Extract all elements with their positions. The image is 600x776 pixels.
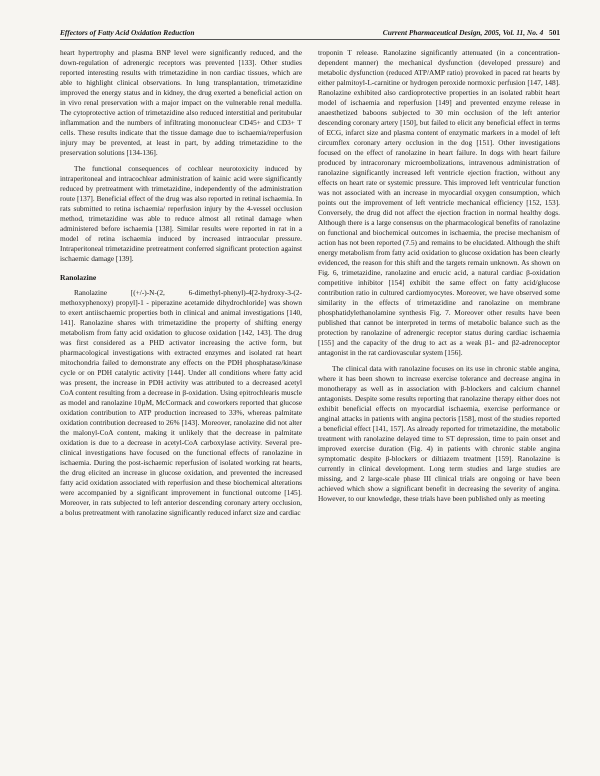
paragraph-ranolazine-preclinical: troponin T release. Ranolazine significantly attenuated (in a concentration-dependent manner) the mechanical dysfunction (developed pressure) and metabolic dysfunction (reduced ATP/AMP ratio) provoked in paced rat hearts by either palmitoyl-L-carnitine or hydrogen peroxide normoxic perfusion [147, 148]. Ranolazine exhibited also cardioprotective properties in an isolated rabbit heart model of ischaemia and reperfusion [149] and prevented enzyme release in anaesthetized baboons subjected to 30 min occlusion of the left anterior descending coronary artery [150], but failed to elicit any beneficial effect in terms of ECG, infarct size and plasma content of enzymatic markers in a model of left circumflex coronary artery occlusion in the dog [151]. Other investigations focused on the effect of ranolazine in heart failure. In dogs with heart failure produced by intracoronary microembolizations, intravenous administration of ranolazine significantly increased left ventricle ejection fraction, without any effects on heart rate or systemic pressure. This improved left ventricular function was not associated with an increase in myocardial oxygen consumption, which points out the improvement of left ventricle mechanical efficiency [152, 153]. Conversely, the drug did not affect the ejection fraction in normal healthy dogs. Although there is a large consensus on the pharmacological benefits of ranolazine on functional and biochemical outcomes in ischaemia, the precise mechanism of action has not been reported (7.5) and remains to be elucidated. Although the shift energy metabolism from fatty acid oxidation to glucose oxidation has been clearly evidenced, the reason for this shift and the targets remain unknown. As shown on Fig. 6, trimetazidine, ranolazine and erucic acid, a natural cardiac β-oxidation competitive inhibitor [154] exhibit the same effect on fatty acid/glucose contribution ratio in cultured cardiomyocytes. Moreover, we have observed some similarity in the effects of trimetazidine and ranolazine on membrane phosphatidylethanolamine synthesis Fig. 7. Moreover other results have been published that cannot be interpreted in terms of metabolic balance such as the protection by ranolazine of adrenergic receptor status during cardiac ischaemia [155] and the capacity of the drug to act as a weak β1- and β2-adrenoceptor antagonist in the rat cardiovascular system [156]. — [318, 48, 560, 357]
running-header — [60, 28, 560, 40]
section-heading-ranolazine: Ranolazine — [60, 273, 97, 282]
left-column — [60, 48, 302, 524]
page-number: 501 — [548, 28, 560, 37]
paragraph-ranolazine-clinical: The clinical data with ranolazine focuses on its use in chronic stable angina, where it has been shown to increase exercise tolerance and decrease angina in monotherapy as well as in association with β-blockers and calcium channel antagonists. Despite some results reporting that ranolazine therapy either does not exhibit beneficial effects on myocardial ischaemia, exercise performance or anginal attacks in patients with angina pectoris [158], most of the studies reported a beneficial effect [141, 157]. As already reported for trimetazidine, the metabolic treatment with ranolazine delayed time to ST depression, time to pain onset and improved exercise duration (Fig. 4) in patients with chronic stable angina symptomatic despite β-blockers or diltiazem treatment [159]. Ranolazine is currently in clinical development. Long term studies and large studies are missing, and 2 large-scale phase III clinical trials are ongoing or have been achieved which show a significant benefit in decreasing the severity of angina. However, to our knowledge, these trials have been published only as meeting — [318, 364, 560, 503]
header-journal-info — [383, 28, 560, 37]
two-column-body — [60, 48, 560, 524]
header-article-title: Effectors of Fatty Acid Oxidation Reduction — [60, 28, 195, 37]
right-column — [318, 48, 560, 524]
paragraph-trimetazidine-tissues: heart hypertrophy and plasma BNP level were significantly reduced, and the down-regulation of adrenergic receptors was prevented [133]. Other studies reported interesting results with trimetazidine in non cardiac tissues, which are able to highlight clinical observations. In lung transplantation, trimetazidine improved the energy status and in kidney, the drug exerted a beneficial action on in vivo renal preservation with a major impact on the vulnerable renal medulla. The cytoprotective action of trimetazidine also reduced interstitial and peritubular inflammation and the numbers of infiltrating mononuclear CD45+ and CD3+ T cells. These results indicate that the tissue damage due to ischaemia/reperfusion injury may be prevented, at least in part, by adding trimetazidine to the preservation solutions [134-136]. — [60, 48, 302, 157]
paragraph-ranolazine-intro: Ranolazine [(+/-)-N-(2, 6-dimethyl-phenyl)-4[2-hydroxy-3-(2-methoxyphenoxy) propyl]-1 - piperazine acetamide dihydrochloride] was shown to exert antiischaemic properties both in clinical and animal investigations [140, 141]. Ranolazine shares with trimetazidine the property of shifting energy metabolism from fatty acid oxidation to glucose oxidation [142, 143]. The drug was first considered as a PHD activator increasing the active form, but pharmacological investigations with extracted enzymes and isolated rat heart mitochondria failed to demonstrate any effects on the PDH phosphatase/kinase cycle or on PDH catalytic activity [144]. Under all conditions where fatty acid was present, the increase in PDH activity was attributed to a decreased acetyl CoA content resulting from a decrease in β-oxidation. Using epitrochlearis muscle as model and ranolazine 10µM, McCormack and coworkers reported that glucose oxidation contribution to ATP production increased to 33%, whereas palmitate oxidation contribution decreased to 26% [143]. Moreover, ranolazine did not alter the malonyl-CoA content, making it unlikely that the decrease in palmitate oxidation is due to a decrease in acetyl-CoA carboxylase activity. Several pre-clinical investigations have focused on the functional effects of ranolazine in ischaemia. During the post-ischaemic reperfusion of isolated working rat hearts, the drug elicited an increase in glucose oxidation, and prevented the increased fatty acid oxidation associated with reperfusion and these biochemical alterations were accompanied by a significant improvement in functional outcome [145]. Moreover, in rats subjected to left anterior descending coronary artery occlusion, a bolus pretreatment with ranolazine significantly reduced infarct size and cardiac — [60, 288, 302, 517]
paragraph-cochlear-retina: The functional consequences of cochlear neurotoxicity induced by intraperitoneal and intracochlear administration of kainic acid were significantly reduced by pretreatment with trimetazidine, independently of the administration route [137]. Beneficial effect of the drug was also reported in retinal ischaemia. In rats submitted to retina ischaemia/ reperfusion injury by the 4-vessel occlusion method, trimetazidine was able to reduce almost all retinal damage when administered before ischaemia [138]. Similar results were reported in rat in a model of retina ischaemia induced by increased intraocular pressure. Intraperitoneal trimetazidine pretreatment conferred significant protection against ischaemic damage [139]. — [60, 164, 302, 263]
header-journal-citation: Current Pharmaceutical Design, 2005, Vol. 11, No. 4 — [382, 28, 544, 37]
